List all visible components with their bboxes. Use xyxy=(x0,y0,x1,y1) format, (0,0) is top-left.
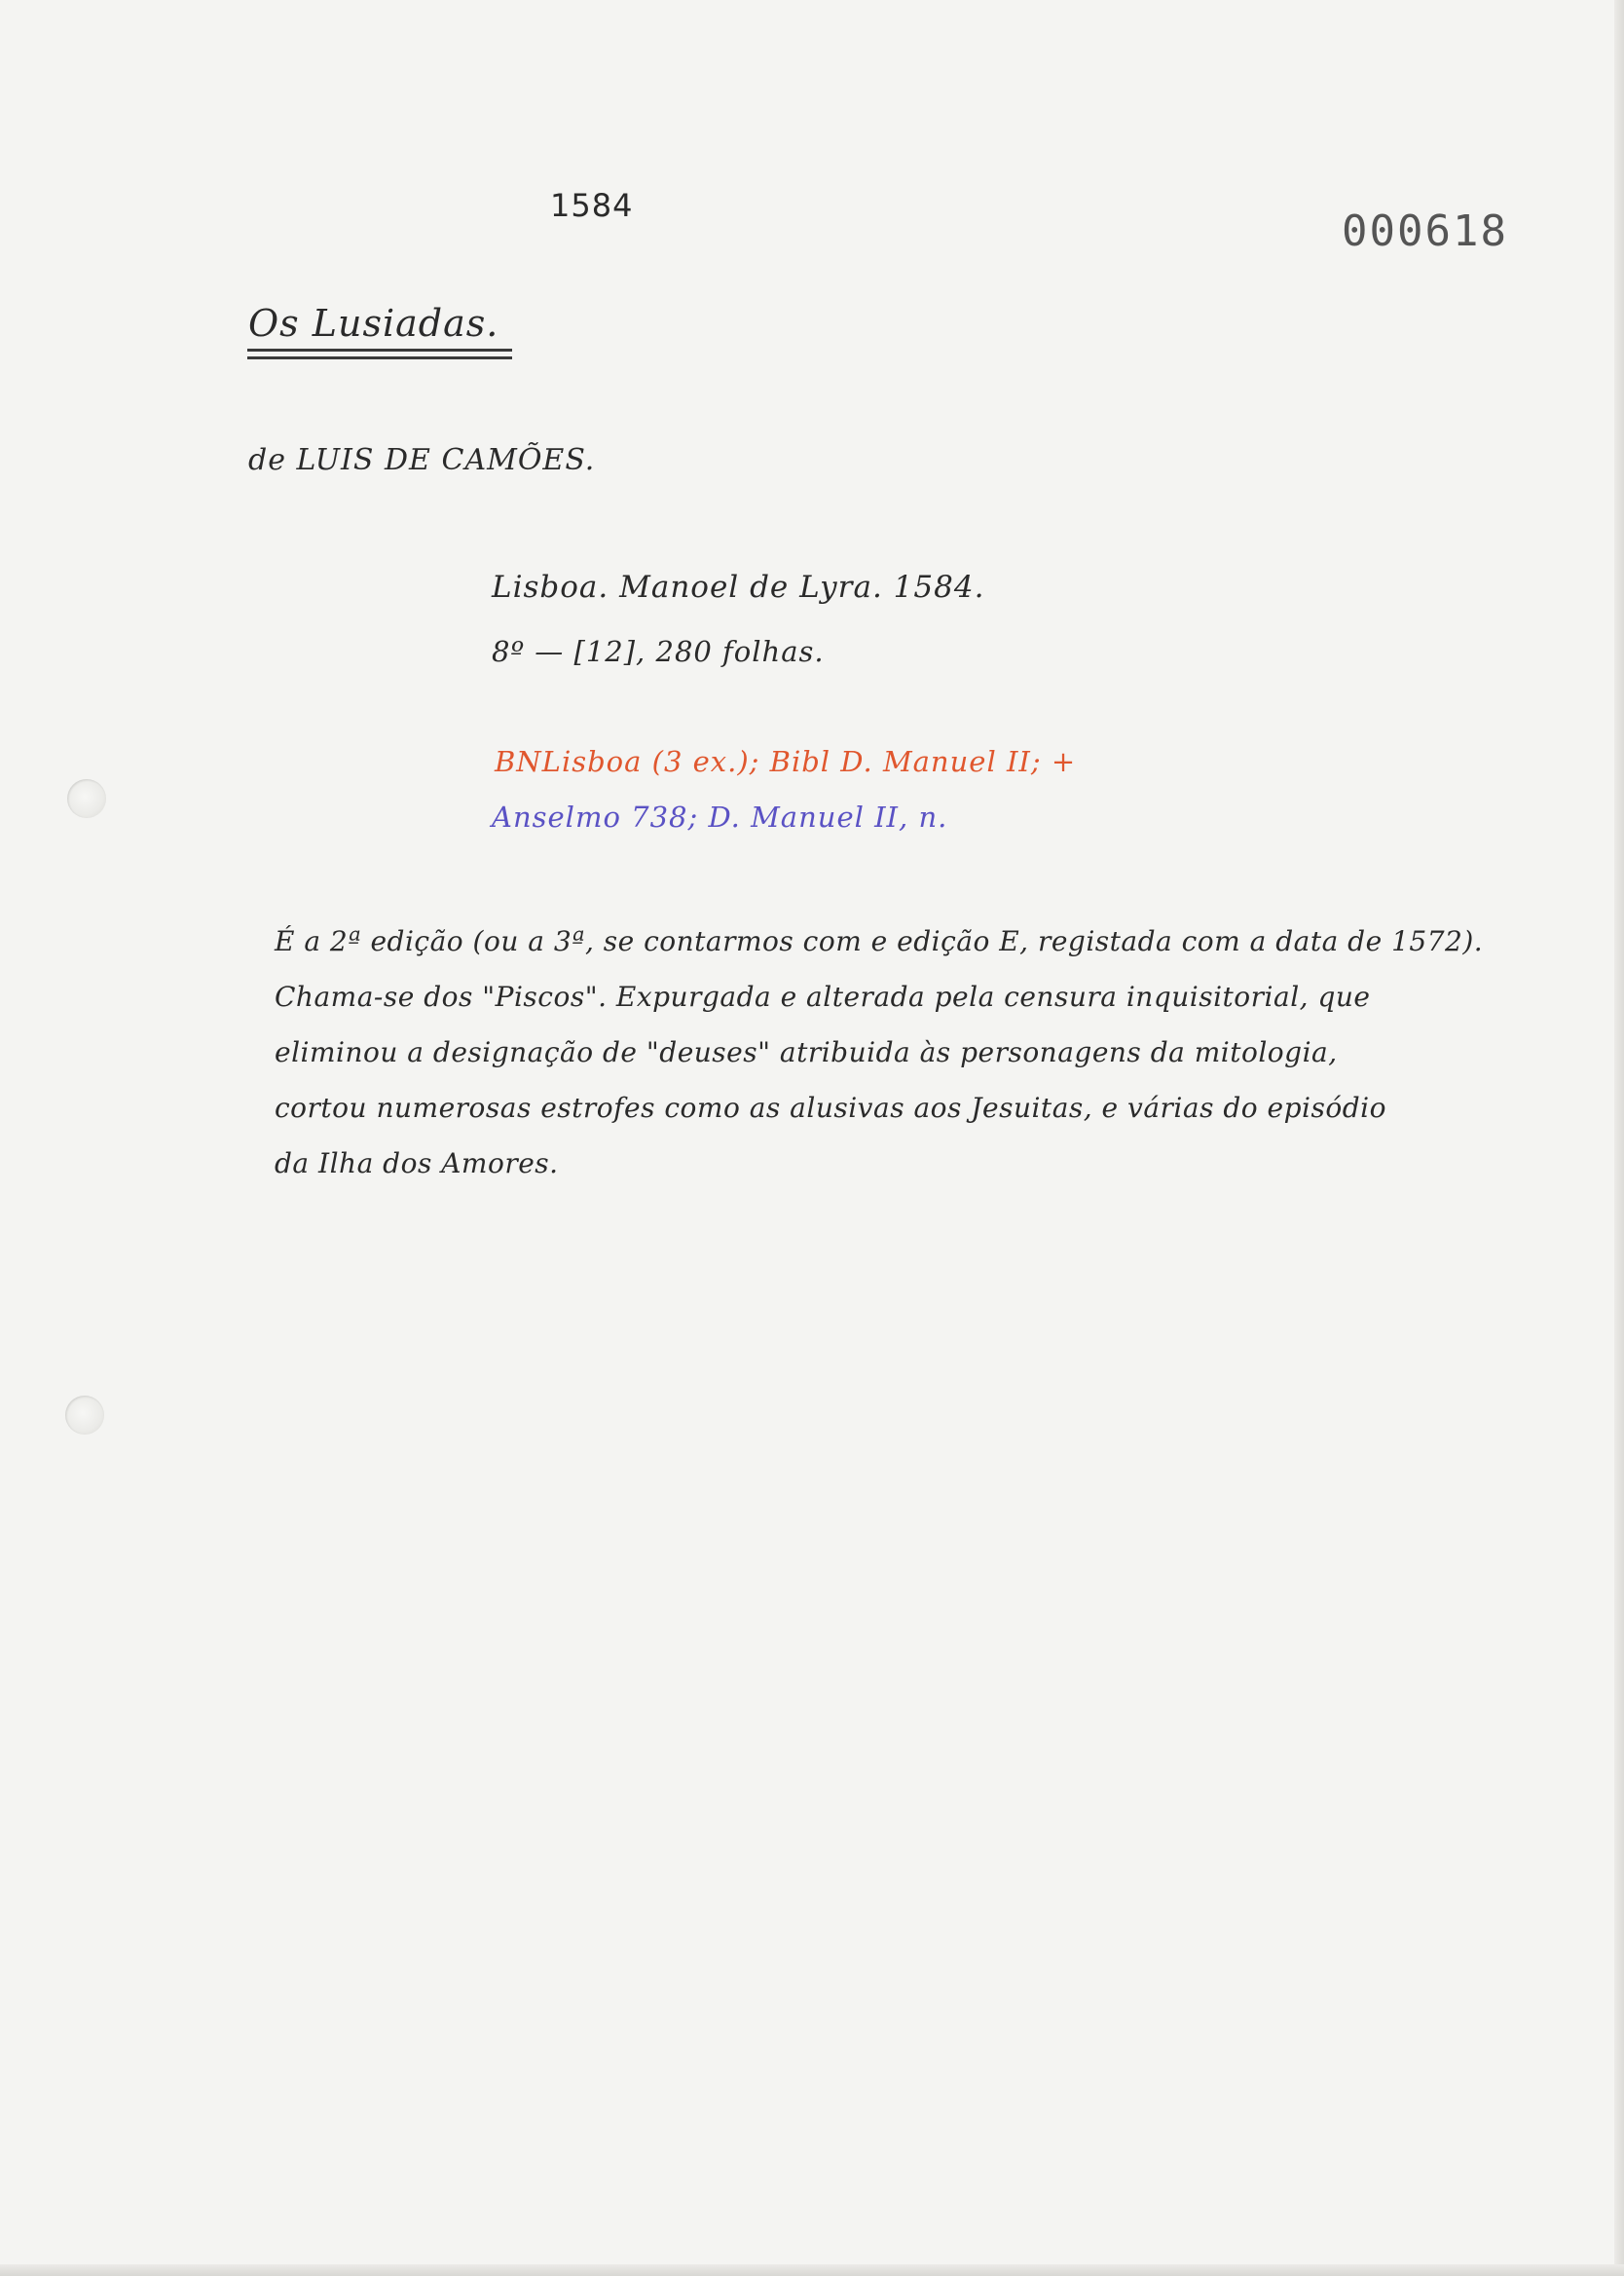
book-title: Os Lusiadas. xyxy=(248,302,499,345)
title-underline-2 xyxy=(247,356,512,359)
note-line: É a 2ª edição (ou a 3ª, se contarmos com e edição E, registada com a data de 1572). xyxy=(275,925,1484,957)
note-line: da Ilha dos Amores. xyxy=(275,1147,559,1179)
note-line: cortou numerosas estrofes como as alusivas aos Jesuitas, e várias do episódio xyxy=(275,1092,1386,1124)
note-line: eliminou a designação de "deuses" atribuida às personagens da mitologia, xyxy=(275,1036,1338,1068)
punch-hole-bottom xyxy=(65,1396,104,1435)
note-line: Chama-se dos "Piscos". Expurgada e alterada pela censura inquisitorial, que xyxy=(275,981,1371,1013)
stamp-number: 000618 xyxy=(1342,206,1508,256)
punch-hole-top xyxy=(67,779,106,818)
year-heading: 1584 xyxy=(550,187,634,224)
paper-edge-bottom xyxy=(0,2264,1624,2276)
holdings-red-line: BNLisboa (3 ex.); Bibl D. Manuel II; + xyxy=(495,745,1077,778)
paper-edge-right xyxy=(1614,0,1624,2276)
title-underline-1 xyxy=(247,349,512,352)
author-line: de LUIS DE CAMÕES. xyxy=(248,443,596,477)
bibliographic-note xyxy=(275,914,1569,1191)
collation-line: 8º — [12], 280 folhas. xyxy=(492,635,825,668)
holdings-blue-line: Anselmo 738; D. Manuel II, n. xyxy=(492,801,948,834)
imprint-line: Lisboa. Manoel de Lyra. 1584. xyxy=(492,570,985,605)
